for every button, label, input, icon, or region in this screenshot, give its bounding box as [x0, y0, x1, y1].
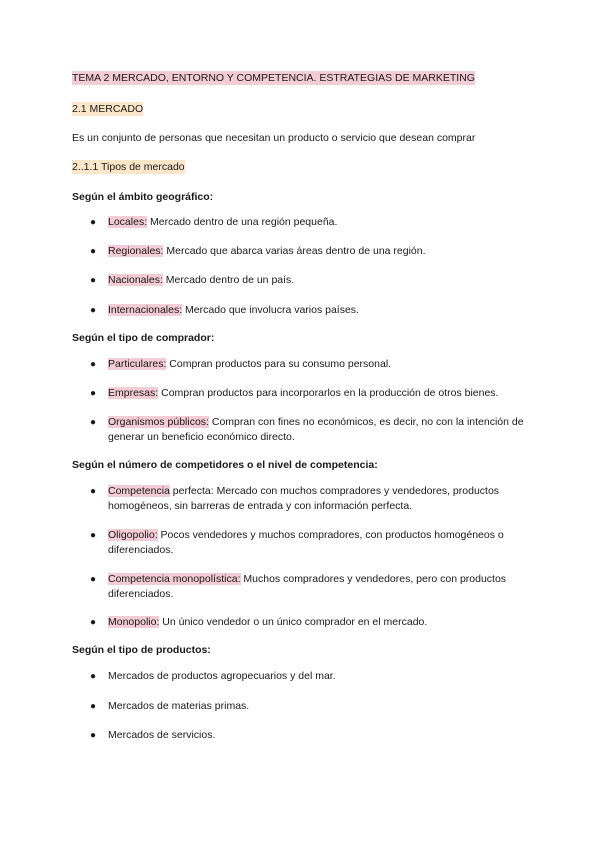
list-item-term: Nacionales:	[108, 274, 163, 286]
list-item	[108, 728, 538, 743]
bullet-icon: ●	[90, 574, 97, 585]
list-item-text: Compran productos para su consumo personal.	[166, 358, 392, 370]
bullet-icon: ●	[90, 217, 97, 228]
list-item-term: Particulares:	[108, 358, 167, 370]
bullet-icon: ●	[90, 617, 97, 628]
list-item-term: Competencia monopolística:	[108, 573, 241, 585]
list-item	[108, 386, 538, 401]
list-item	[108, 699, 538, 714]
list-item	[108, 528, 538, 558]
list-item-text: Compran productos para incorporarlos en la producción de otros bienes.	[158, 387, 499, 399]
list-item-text: Mercados de servicios.	[108, 729, 216, 741]
list-item	[108, 357, 538, 372]
subsection-heading: 2..1.1 Tipos de mercado	[72, 161, 185, 173]
group-heading: Según el número de competidores o el nivel de competencia:	[72, 459, 378, 471]
group-heading: Según el ámbito geográfico:	[72, 191, 214, 203]
bullet-icon: ●	[90, 388, 97, 399]
list-item	[108, 215, 538, 230]
list-item-text: perfecta: Mercado con muchos compradores y vendedores, productos homogéneos, sin barreras de entrada y con información perfecta.	[108, 485, 500, 512]
section-heading: 2.1 MERCADO	[72, 103, 144, 115]
list-item-text: Muchos compradores y vendedores, pero con productos diferenciados.	[108, 573, 507, 600]
definition-paragraph: Es un conjunto de personas que necesitan un producto o servicio que desean comprar	[72, 132, 476, 144]
list-item-term: Competencia	[108, 485, 170, 497]
bullet-icon: ●	[90, 417, 97, 428]
list-item	[108, 415, 538, 445]
list-item-text: Compran con fines no económicos, es decir, no con la intención de generar un beneficio económico directo.	[108, 416, 524, 443]
bullet-icon: ●	[90, 530, 97, 541]
list-item-text: Pocos vendedores y muchos compradores, con productos homogéneos o diferenciados.	[108, 529, 504, 556]
list-item-text: Mercado dentro de un país.	[162, 274, 295, 286]
list-item	[108, 572, 538, 602]
list-item-term: Locales:	[108, 216, 148, 228]
list-item	[108, 273, 538, 288]
list-item-term: Empresas:	[108, 387, 159, 399]
list-item-term: Internacionales:	[108, 304, 183, 316]
group-heading: Según el tipo de productos:	[72, 644, 211, 656]
list-item-text: Mercado que abarca varias áreas dentro de una región.	[163, 245, 426, 257]
list-item	[108, 669, 538, 684]
bullet-icon: ●	[90, 305, 97, 316]
list-item-text: Mercados de productos agropecuarios y del mar.	[108, 670, 336, 682]
bullet-icon: ●	[90, 246, 97, 257]
list-item	[108, 484, 538, 514]
list-item-text: Un único vendedor o un único comprador en el mercado.	[159, 616, 428, 628]
list-item	[108, 303, 538, 318]
group-heading: Según el tipo de comprador:	[72, 332, 215, 344]
list-item-term: Organismos públicos:	[108, 416, 209, 428]
bullet-icon: ●	[90, 359, 97, 370]
document-title: TEMA 2 MERCADO, ENTORNO Y COMPETENCIA. ESTRATEGIAS DE MARKETING	[72, 72, 475, 84]
list-item-text: Mercado dentro de una región pequeña.	[147, 216, 338, 228]
bullet-icon: ●	[90, 730, 97, 741]
bullet-icon: ●	[90, 275, 97, 286]
list-item-term: Monopolio:	[108, 616, 160, 628]
bullet-icon: ●	[90, 701, 97, 712]
list-item-term: Oligopolio:	[108, 529, 158, 541]
list-item	[108, 615, 538, 630]
bullet-icon: ●	[90, 671, 97, 682]
bullet-icon: ●	[90, 486, 97, 497]
list-item-text: Mercado que involucra varios países.	[182, 304, 359, 316]
list-item	[108, 244, 538, 259]
list-item-text: Mercados de materias primas.	[108, 700, 250, 712]
list-item-term: Regionales:	[108, 245, 164, 257]
